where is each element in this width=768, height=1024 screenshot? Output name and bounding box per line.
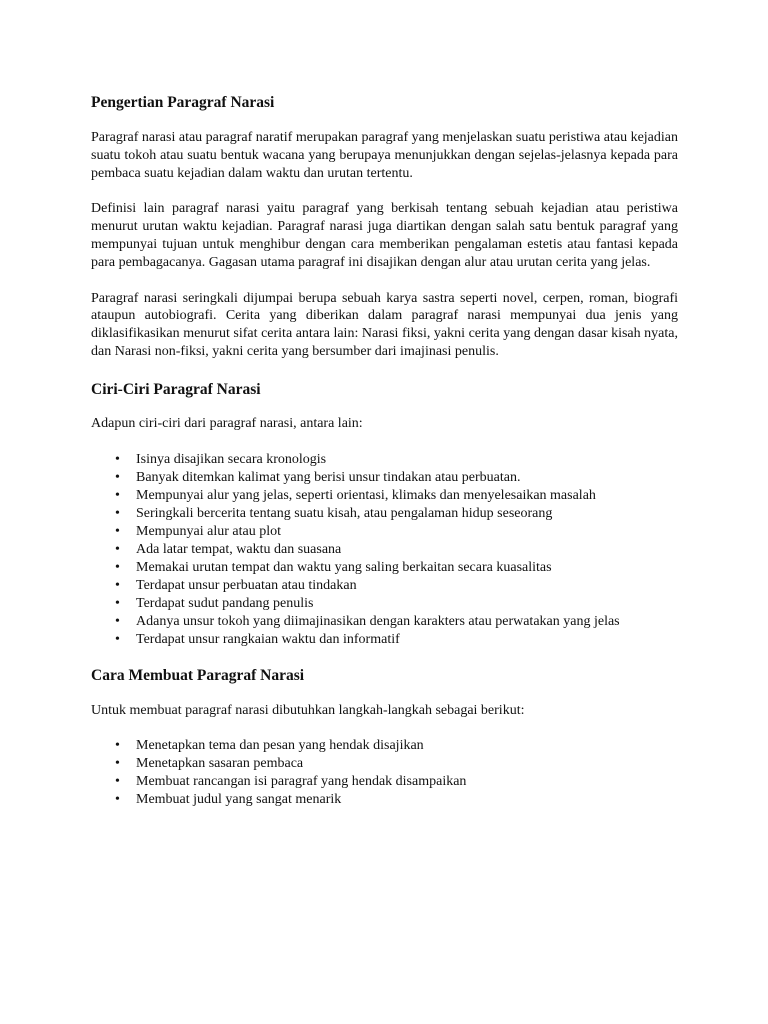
paragraph-ciri-intro: Adapun ciri-ciri dari paragraf narasi, antara lain: — [91, 415, 363, 431]
bullet-icon: • — [115, 505, 120, 521]
section-heading-pengertian: Pengertian Paragraf Narasi — [91, 94, 275, 111]
list-item-text: Terdapat sudut pandang penulis — [136, 595, 314, 611]
bullet-icon: • — [115, 756, 120, 772]
list-item-text: Membuat rancangan isi paragraf yang hendak disampaikan — [136, 774, 467, 790]
list-item — [91, 541, 678, 559]
list-item — [91, 523, 678, 541]
list-item-text: Ada latar tempat, waktu dan suasana — [136, 541, 342, 557]
list-item-text: Mempunyai alur yang jelas, seperti orientasi, klimaks dan menyelesaikan masalah — [136, 487, 596, 503]
list-item-text: Banyak ditemkan kalimat yang berisi unsur tindakan atau perbuatan. — [136, 469, 521, 485]
ciri-ciri-list — [91, 451, 678, 649]
list-item — [91, 559, 678, 577]
bullet-icon: • — [115, 738, 120, 754]
bullet-icon: • — [115, 559, 120, 575]
section-heading-cara-membuat: Cara Membuat Paragraf Narasi — [91, 666, 305, 684]
list-item — [91, 737, 678, 755]
paragraph-definition-3: Paragraf narasi seringkali dijumpai berupa sebuah karya sastra seperti novel, cerpen, roman, biografi ataupun autobiografi. Cerita yang diberikan dalam paragraf narasi mempunyai dua jenis yang diklasifikasikan menurut sifat cerita antara lain: Narasi fiksi, yakni cerita yang dengan dasar kisah nyata, dan Narasi non-fiksi, yakni cerita yang bersumber dari imajinasi penulis. — [91, 290, 678, 359]
list-item-text: Mempunyai alur atau plot — [136, 523, 282, 539]
paragraph-definition-1: Paragraf narasi atau paragraf naratif merupakan paragraf yang menjelaskan suatu peristiwa atau kejadian suatu tokoh atau suatu bentuk wacana yang berupaya menunjukkan dengan sejelas-jelasnya kepada para pembaca suatu kejadian dalam waktu dan urutan tertentu. — [91, 130, 678, 181]
bullet-icon: • — [115, 595, 120, 611]
list-item-text: Terdapat unsur perbuatan atau tindakan — [136, 577, 357, 593]
paragraph-cara-intro: Untuk membuat paragraf narasi dibutuhkan langkah-langkah sebagai berikut: — [91, 702, 525, 718]
list-item-text: Memakai urutan tempat dan waktu yang saling berkaitan secara kuasalitas — [136, 559, 552, 575]
list-item — [91, 613, 678, 631]
list-item — [91, 791, 678, 809]
bullet-icon: • — [115, 451, 120, 467]
bullet-icon: • — [115, 523, 120, 539]
list-item-text: Adanya unsur tokoh yang diimajinasikan dengan karakters atau perwatakan yang jelas — [136, 613, 620, 629]
list-item — [91, 577, 678, 595]
list-item — [91, 631, 678, 649]
list-item — [91, 505, 678, 523]
list-item-text: Seringkali bercerita tentang suatu kisah, atau pengalaman hidup seseorang — [136, 505, 553, 521]
paragraph-definition-2: Definisi lain paragraf narasi yaitu paragraf yang berkisah tentang sebuah kejadian atau peristiwa menurut urutan waktu kejadian. Paragraf narasi juga diartikan dengan salah satu bentuk paragraf yang mempunyai tujuan untuk menghibur dengan cara memberikan pengalaman estetis atau fantasi kepada para pembagacanya. Gagasan utama paragraf ini disajikan dengan alur atau urutan cerita yang jelas. — [91, 201, 678, 270]
list-item — [91, 755, 678, 773]
section-heading-ciri-ciri: Ciri-Ciri Paragraf Narasi — [91, 380, 261, 398]
list-item — [91, 469, 678, 487]
bullet-icon: • — [115, 792, 120, 808]
bullet-icon: • — [115, 577, 120, 593]
list-item-text: Menetapkan tema dan pesan yang hendak disajikan — [136, 738, 424, 754]
bullet-icon: • — [115, 541, 120, 557]
list-item-text: Terdapat unsur rangkaian waktu dan informatif — [136, 631, 400, 647]
list-item-text: Membuat judul yang sangat menarik — [136, 792, 342, 808]
bullet-icon: • — [115, 487, 120, 503]
list-item-text: Menetapkan sasaran pembaca — [136, 756, 304, 772]
list-item — [91, 773, 678, 791]
bullet-icon: • — [115, 613, 120, 629]
document-page — [91, 92, 678, 809]
cara-membuat-list — [91, 737, 678, 809]
list-item — [91, 487, 678, 505]
list-item — [91, 451, 678, 469]
bullet-icon: • — [115, 774, 120, 790]
list-item-text: Isinya disajikan secara kronologis — [136, 451, 327, 467]
bullet-icon: • — [115, 631, 120, 647]
bullet-icon: • — [115, 469, 120, 485]
list-item — [91, 595, 678, 613]
